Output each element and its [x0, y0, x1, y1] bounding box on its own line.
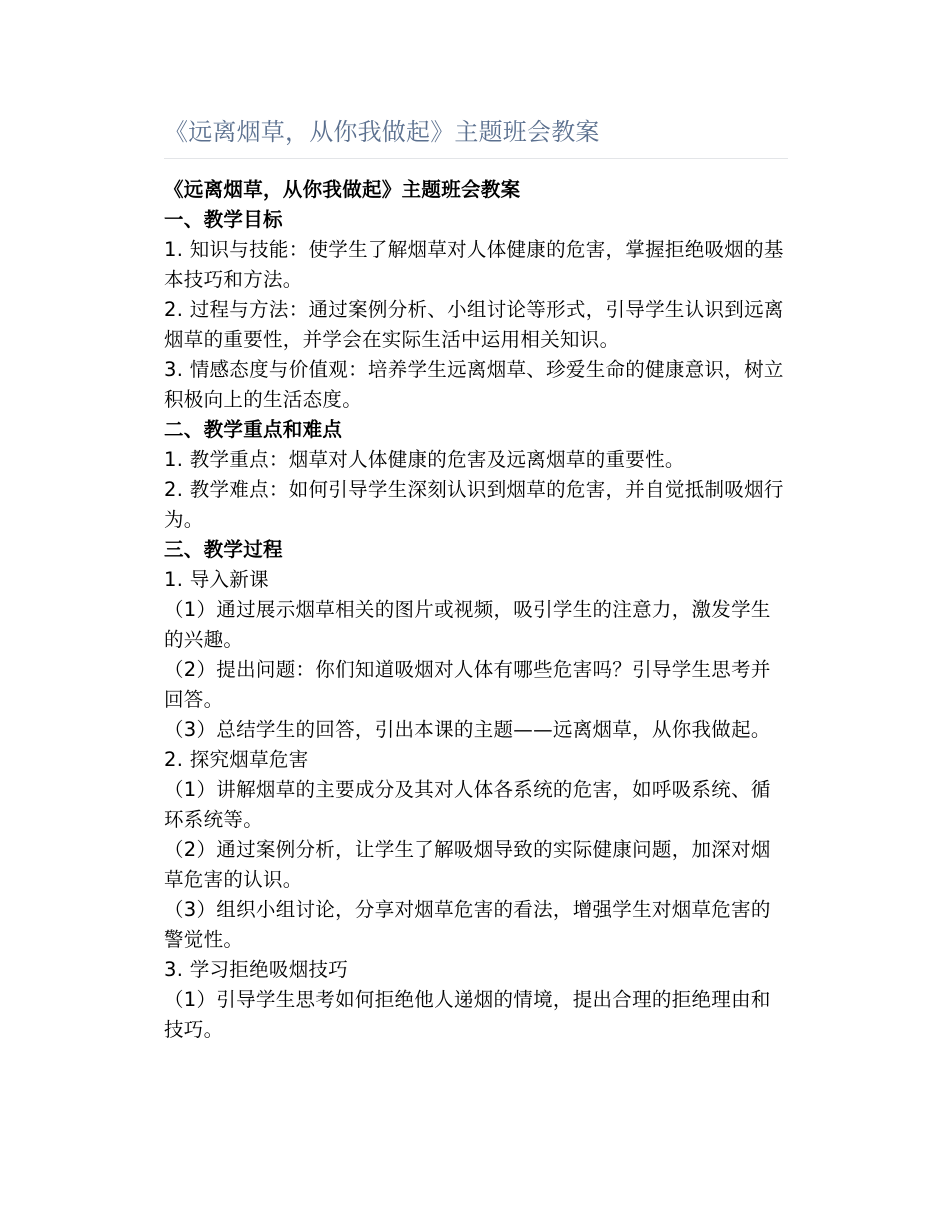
paragraph: （2）提出问题：你们知道吸烟对人体有哪些危害吗？引导学生思考并回答。	[164, 658, 771, 711]
paragraph: （2）通过案例分析，让学生了解吸烟导致的实际健康问题，加深对烟草危害的认识。	[164, 838, 771, 891]
document-page	[164, 112, 788, 1045]
section-heading-process: 三、教学过程	[164, 538, 283, 561]
paragraph: （3）总结学生的回答，引出本课的主题——远离烟草，从你我做起。	[164, 718, 771, 741]
paragraph: 1. 教学重点：烟草对人体健康的危害及远离烟草的重要性。	[164, 448, 685, 471]
paragraph: （1）引导学生思考如何拒绝他人递烟的情境，提出合理的拒绝理由和技巧。	[164, 988, 771, 1041]
title-divider	[164, 158, 788, 159]
content-heading: 《远离烟草，从你我做起》主题班会教案	[164, 178, 521, 201]
paragraph: 3. 学习拒绝吸烟技巧	[164, 958, 349, 981]
paragraph: 3. 情感态度与价值观：培养学生远离烟草、珍爱生命的健康意识，树立积极向上的生活态度。	[164, 358, 784, 411]
paragraph: 2. 探究烟草危害	[164, 748, 309, 771]
paragraph: （1）通过展示烟草相关的图片或视频，吸引学生的注意力，激发学生的兴趣。	[164, 598, 771, 651]
paragraph: 2. 教学难点：如何引导学生深刻认识到烟草的危害，并自觉抵制吸烟行为。	[164, 478, 784, 531]
paragraph: 1. 知识与技能：使学生了解烟草对人体健康的危害，掌握拒绝吸烟的基本技巧和方法。	[164, 238, 784, 291]
paragraph: 1. 导入新课	[164, 568, 269, 591]
paragraph: （3）组织小组讨论，分享对烟草危害的看法，增强学生对烟草危害的警觉性。	[164, 898, 771, 951]
section-heading-key-points: 二、教学重点和难点	[164, 418, 343, 441]
paragraph: 2. 过程与方法：通过案例分析、小组讨论等形式，引导学生认识到远离烟草的重要性，并学会在实际生活中运用相关知识。	[164, 298, 784, 351]
document-body	[164, 175, 788, 1045]
paragraph: （1）讲解烟草的主要成分及其对人体各系统的危害，如呼吸系统、循环系统等。	[164, 778, 771, 831]
document-title: 《远离烟草，从你我做起》主题班会教案	[164, 118, 600, 146]
section-heading-objectives: 一、教学目标	[164, 208, 283, 231]
